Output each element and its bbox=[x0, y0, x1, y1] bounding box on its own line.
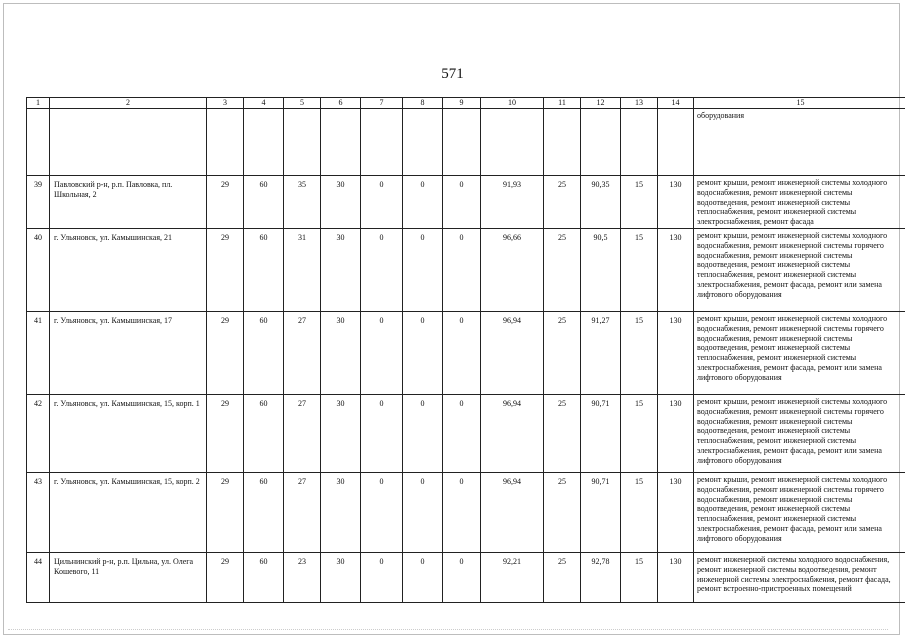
works-cell: ремонт крыши, ремонт инженерной системы холодного водоснабжения, ремонт инженерной системы горячего водоснабжения, ремонт инженерной системы водоотведения, ремонт инженерной системы теплоснабжения, ремонт инженерной системы электроснабжения, ремонт фасада, ремонт или замена лифтового оборудования bbox=[694, 394, 905, 472]
value-cell: 15 bbox=[621, 394, 658, 472]
address-cell: г. Ульяновск, ул. Камышинская, 15, корп. 1 bbox=[50, 394, 207, 472]
header-cell: 13 bbox=[621, 98, 658, 109]
value-cell: 15 bbox=[621, 228, 658, 311]
value-cell: 30 bbox=[321, 472, 361, 552]
value-cell: 27 bbox=[284, 472, 321, 552]
value-cell: 90,35 bbox=[581, 176, 621, 229]
value-cell: 130 bbox=[658, 472, 694, 552]
value-cell: 0 bbox=[361, 552, 403, 602]
header-cell: 1 bbox=[27, 98, 50, 109]
value-cell: 92,21 bbox=[481, 552, 544, 602]
header-cell: 11 bbox=[544, 98, 581, 109]
value-cell: 15 bbox=[621, 472, 658, 552]
value-cell: 130 bbox=[658, 394, 694, 472]
page-number: 571 bbox=[441, 66, 464, 82]
value-cell: 0 bbox=[361, 228, 403, 311]
works-cell: ремонт крыши, ремонт инженерной системы холодного водоснабжения, ремонт инженерной системы горячего водоснабжения, ремонт инженерной системы водоотведения, ремонт инженерной системы теплоснабжения, ремонт инженерной системы электроснабжения, ремонт фасада, ремонт или замена лифтового оборудования bbox=[694, 228, 905, 311]
value-cell: 0 bbox=[361, 176, 403, 229]
row-number-cell: 44 bbox=[27, 552, 50, 602]
works-cell: ремонт крыши, ремонт инженерной системы холодного водоснабжения, ремонт инженерной системы водоотведения, ремонт инженерной системы теплоснабжения, ремонт инженерной системы электроснабжения, ремонт фасада bbox=[694, 176, 905, 229]
header-cell: 2 bbox=[50, 98, 207, 109]
value-cell: 30 bbox=[321, 228, 361, 311]
row-number-cell: 39 bbox=[27, 176, 50, 229]
table-row bbox=[27, 228, 905, 311]
value-cell: 0 bbox=[403, 176, 443, 229]
value-cell: 23 bbox=[284, 552, 321, 602]
address-cell: Цильнинский р-н, р.п. Цильна, ул. Олега Кошевого, 11 bbox=[50, 552, 207, 602]
value-cell: 25 bbox=[544, 311, 581, 394]
value-cell: 30 bbox=[321, 552, 361, 602]
value-cell: 91,27 bbox=[581, 311, 621, 394]
value-cell: 0 bbox=[443, 472, 481, 552]
value-cell: 0 bbox=[403, 472, 443, 552]
value-cell: 60 bbox=[244, 176, 284, 229]
value-cell: 60 bbox=[244, 228, 284, 311]
value-cell: 15 bbox=[621, 311, 658, 394]
value-cell: 29 bbox=[207, 311, 244, 394]
value-cell: 25 bbox=[544, 472, 581, 552]
value-cell: 25 bbox=[544, 228, 581, 311]
value-cell: 60 bbox=[244, 552, 284, 602]
value-cell: 92,78 bbox=[581, 552, 621, 602]
row-number-cell: 43 bbox=[27, 472, 50, 552]
value-cell: 0 bbox=[361, 472, 403, 552]
row-number-cell: 42 bbox=[27, 394, 50, 472]
value-cell: 30 bbox=[321, 311, 361, 394]
value-cell: 25 bbox=[544, 394, 581, 472]
header-cell: 12 bbox=[581, 98, 621, 109]
value-cell: 90,71 bbox=[581, 472, 621, 552]
value-cell: 0 bbox=[361, 394, 403, 472]
header-cell: 7 bbox=[361, 98, 403, 109]
value-cell: 96,94 bbox=[481, 394, 544, 472]
table-row bbox=[27, 472, 905, 552]
value-cell: 0 bbox=[361, 311, 403, 394]
value-cell: 29 bbox=[207, 176, 244, 229]
value-cell: 60 bbox=[244, 394, 284, 472]
value-cell: 29 bbox=[207, 472, 244, 552]
value-cell: 0 bbox=[403, 394, 443, 472]
address-cell: г. Ульяновск, ул. Камышинская, 15, корп. 2 bbox=[50, 472, 207, 552]
value-cell: 15 bbox=[621, 176, 658, 229]
row-number-cell: 40 bbox=[27, 228, 50, 311]
value-cell: 27 bbox=[284, 311, 321, 394]
value-cell: 30 bbox=[321, 176, 361, 229]
value-cell: 91,93 bbox=[481, 176, 544, 229]
header-cell: 3 bbox=[207, 98, 244, 109]
value-cell: 96,94 bbox=[481, 472, 544, 552]
value-cell: 0 bbox=[443, 552, 481, 602]
works-cell: ремонт инженерной системы холодного водоснабжения, ремонт инженерной системы водоотведения, ремонт инженерной системы электроснабжения, ремонт фасада, ремонт встроенно-пристроенных помещений bbox=[694, 552, 905, 602]
address-cell: г. Ульяновск, ул. Камышинская, 17 bbox=[50, 311, 207, 394]
value-cell: 29 bbox=[207, 394, 244, 472]
value-cell: 0 bbox=[443, 228, 481, 311]
value-cell: 60 bbox=[244, 311, 284, 394]
works-cell: оборудования bbox=[694, 109, 905, 176]
address-cell: Павловский р-н, р.п. Павловка, пл. Школьная, 2 bbox=[50, 176, 207, 229]
value-cell: 30 bbox=[321, 394, 361, 472]
header-cell: 9 bbox=[443, 98, 481, 109]
value-cell: 0 bbox=[443, 176, 481, 229]
value-cell: 0 bbox=[403, 311, 443, 394]
scan-noise bbox=[8, 629, 888, 632]
value-cell: 27 bbox=[284, 394, 321, 472]
header-cell: 4 bbox=[244, 98, 284, 109]
value-cell: 90,71 bbox=[581, 394, 621, 472]
value-cell: 29 bbox=[207, 228, 244, 311]
table-row bbox=[27, 552, 905, 602]
row-number-cell: 41 bbox=[27, 311, 50, 394]
value-cell: 29 bbox=[207, 552, 244, 602]
header-row bbox=[27, 98, 905, 109]
header-cell: 14 bbox=[658, 98, 694, 109]
address-cell: г. Ульяновск, ул. Камышинская, 21 bbox=[50, 228, 207, 311]
value-cell: 130 bbox=[658, 552, 694, 602]
value-cell: 96,94 bbox=[481, 311, 544, 394]
value-cell: 25 bbox=[544, 552, 581, 602]
value-cell: 35 bbox=[284, 176, 321, 229]
value-cell: 15 bbox=[621, 552, 658, 602]
capital-repair-table bbox=[26, 97, 905, 603]
value-cell: 31 bbox=[284, 228, 321, 311]
header-cell: 15 bbox=[694, 98, 905, 109]
value-cell: 130 bbox=[658, 311, 694, 394]
value-cell: 130 bbox=[658, 176, 694, 229]
header-cell: 10 bbox=[481, 98, 544, 109]
header-cell: 5 bbox=[284, 98, 321, 109]
table-row bbox=[27, 176, 905, 229]
works-cell: ремонт крыши, ремонт инженерной системы холодного водоснабжения, ремонт инженерной системы горячего водоснабжения, ремонт инженерной системы водоотведения, ремонт инженерной системы теплоснабжения, ремонт инженерной системы электроснабжения, ремонт фасада, ремонт или замена лифтового оборудования bbox=[694, 472, 905, 552]
table-row bbox=[27, 311, 905, 394]
value-cell: 60 bbox=[244, 472, 284, 552]
value-cell: 96,66 bbox=[481, 228, 544, 311]
table-row bbox=[27, 394, 905, 472]
value-cell: 90,5 bbox=[581, 228, 621, 311]
value-cell: 130 bbox=[658, 228, 694, 311]
value-cell: 0 bbox=[443, 311, 481, 394]
value-cell: 0 bbox=[443, 394, 481, 472]
header-cell: 8 bbox=[403, 98, 443, 109]
value-cell: 0 bbox=[403, 228, 443, 311]
value-cell: 25 bbox=[544, 176, 581, 229]
value-cell: 0 bbox=[403, 552, 443, 602]
header-cell: 6 bbox=[321, 98, 361, 109]
works-cell: ремонт крыши, ремонт инженерной системы холодного водоснабжения, ремонт инженерной системы горячего водоснабжения, ремонт инженерной системы водоотведения, ремонт инженерной системы теплоснабжения, ремонт инженерной системы электроснабжения, ремонт фасада, ремонт или замена лифтового оборудования bbox=[694, 311, 905, 394]
continuation-row bbox=[27, 109, 905, 176]
